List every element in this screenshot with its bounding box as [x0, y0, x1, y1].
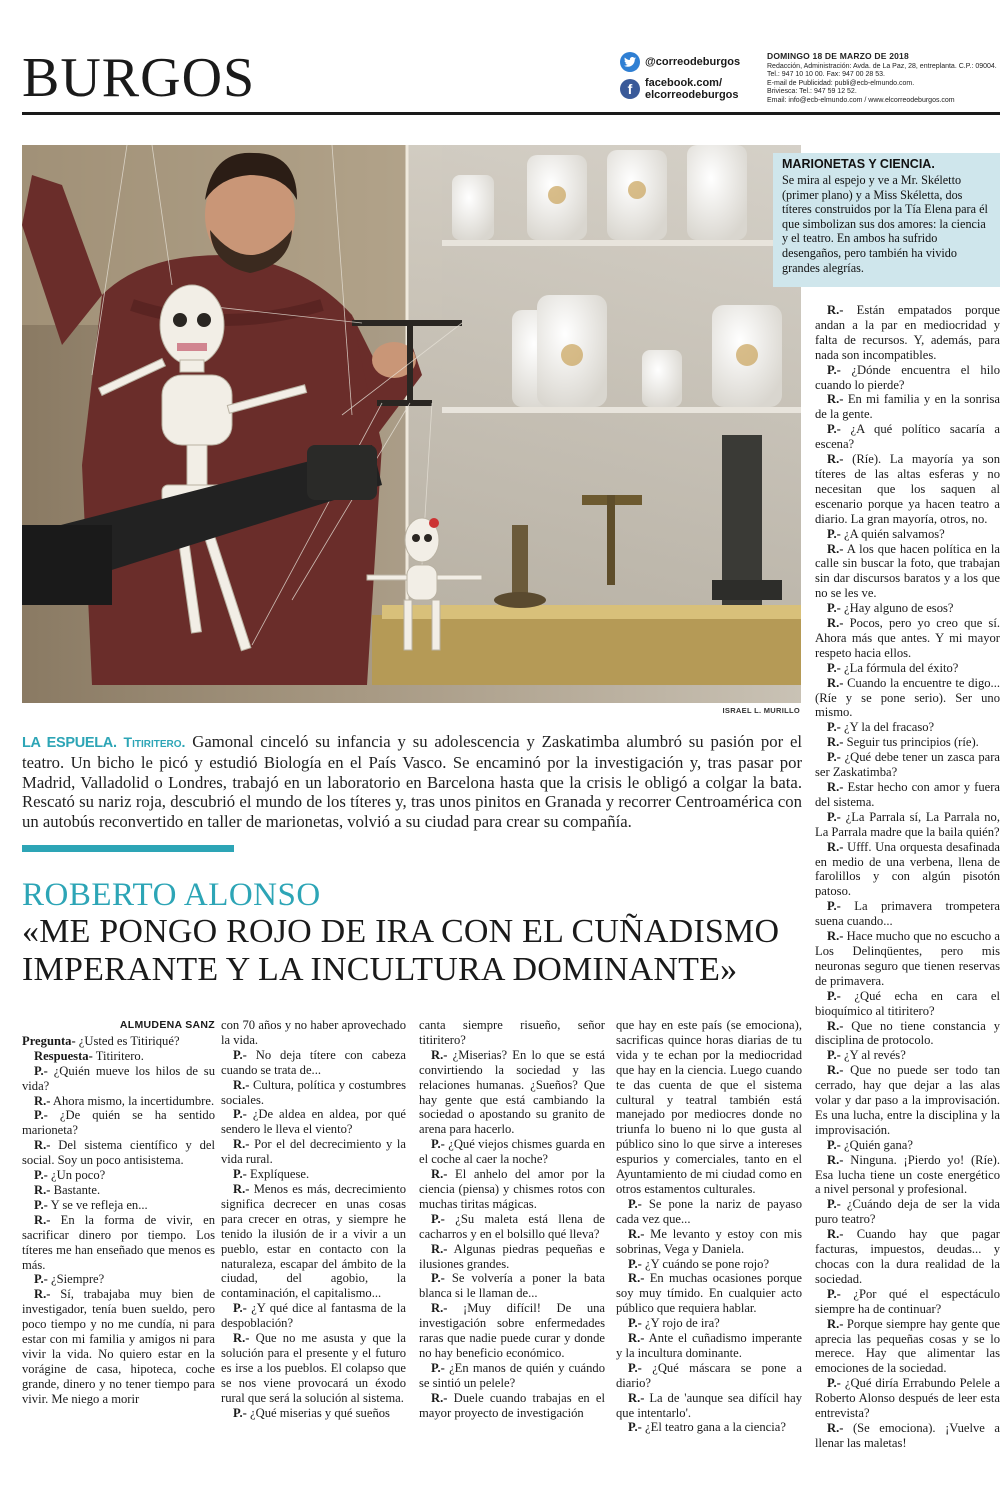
qa-label: R.- — [431, 1167, 448, 1182]
qa-label: R.- — [827, 929, 844, 944]
qa-label: R.- — [34, 1212, 51, 1227]
qa-label: R.- — [233, 1137, 250, 1152]
qa-paragraph — [419, 1361, 605, 1391]
qa-paragraph — [616, 1331, 802, 1361]
qa-text: ¡Muy difícil! De una investigación sobre enfermedades raras que nadie puede curar y donde no hay beneficio económico. — [419, 1301, 605, 1360]
twitter-handle: @correodeburgos — [645, 56, 741, 68]
contact-line: Redacción, Administración: Avda. de La Paz, 28, entreplanta. C.P.: 09004. — [767, 62, 997, 70]
qa-paragraph — [22, 1138, 215, 1168]
qa-label: P.- — [628, 1316, 642, 1331]
qa-text: Que no tiene constancia y disciplina de protocolo. — [815, 1018, 1000, 1048]
qa-label: R.- — [431, 1301, 448, 1316]
qa-text: En muchas ocasiones porque soy muy tímido. En cualquier acto público que requiera hablar. — [616, 1271, 802, 1316]
photo-credit: ISRAEL L. MURILLO — [722, 706, 800, 715]
qa-text: ¿De aldea en aldea, por qué sendero le lleva el viento? — [221, 1107, 406, 1137]
qa-label: R.- — [628, 1331, 645, 1346]
qa-paragraph — [815, 1153, 1000, 1198]
qa-label: P.- — [628, 1196, 642, 1211]
article-column-1 — [22, 1018, 215, 1407]
qa-paragraph — [419, 1137, 605, 1167]
qa-text: Por el del decrecimiento y la vida rural. — [221, 1137, 406, 1167]
qa-label: P.- — [233, 1405, 247, 1420]
qa-paragraph — [815, 780, 1000, 810]
qa-text: Del sistema científico y del social. Soy un poco antisistema. — [22, 1138, 215, 1168]
contact-line: Email: info@ecb-elmundo.com / www.elcorreodeburgos.com — [767, 96, 955, 104]
qa-text: Sí, trabajaba muy bien de investigador, tenía buen sueldo, pero poco tiempo y no me cundía, ni para estar con mi familia y amigos ni para vivir la vida. No quiero estar en la vorágine de casa, hipoteca, coche grande, dinero y no tener tiempo para vivir. Me niego a morir — [22, 1287, 215, 1406]
qa-paragraph — [815, 676, 1000, 721]
section-title: BURGOS — [22, 47, 256, 109]
caption-text: Se mira al espejo y ve a Mr. Skéletto (primer plano) y a Miss Skéletta, dos títeres construidos por la Tía Elena para él que simbolizan sus dos amores: la ciencia y el teatro. En ambos ha sufrido desengaños, pero también ha vivido grandes alegrías. — [782, 173, 988, 275]
qa-label: P.- — [827, 526, 841, 541]
qa-text: ¿Qué echa en cara el bioquímico al titiritero? — [815, 988, 1000, 1018]
qa-label: Pregunta- — [22, 1033, 76, 1048]
qa-label: P.- — [431, 1360, 445, 1375]
qa-text: Estar hecho con amor y fuera del sistema. — [815, 780, 1000, 809]
qa-text: Titiritero. — [92, 1048, 144, 1063]
intro-text: Gamonal cinceló su infancia y su adolescencia y Zaskatimba alumbró su pasión por el teatro. Un bicho le picó y estudió Biología en el País Vasco. Se encaminó por la investigación y, tras pasar por Madrid, Valladolid o Londres, trabajó en un laboratorio en Barcelona hasta que la crisis le obligó a colgar la bata. Rescató su nariz roja, descubrió el mundo de los títeres y, tras unos pinitos en Granada y recorrer Centroamérica con un autobús reconvertido en taller de marionetas, volvió a su ciudad para crear su compañía. — [22, 732, 803, 831]
qa-label: R.- — [233, 1181, 250, 1196]
twitter-icon — [620, 52, 640, 72]
qa-label: R.- — [431, 1241, 448, 1256]
qa-text: Algunas piedras pequeñas e ilusiones grandes. — [419, 1241, 605, 1271]
qa-paragraph — [419, 1212, 605, 1242]
qa-paragraph — [419, 1048, 605, 1137]
qa-label: P.- — [628, 1420, 642, 1435]
qa-label: R.- — [628, 1271, 645, 1286]
facebook-line-2: elcorreodeburgos — [645, 89, 739, 101]
qa-label: P.- — [827, 1286, 841, 1301]
qa-paragraph — [815, 422, 1000, 452]
qa-paragraph — [815, 1197, 1000, 1227]
qa-text: La de 'aunque sea difícil hay que intentarlo'. — [616, 1390, 802, 1420]
qa-paragraph — [815, 601, 1000, 616]
qa-label: P.- — [827, 899, 841, 914]
qa-text: Que no me asusta y que la solución para el presente y el futuro es irse a los pueblos. El colapso que se nos viene provocará un éxodo rural que será la solución al sistema. — [221, 1331, 406, 1405]
qa-paragraph — [815, 720, 1000, 735]
qa-paragraph — [616, 1420, 802, 1435]
qa-text: Que no puede ser todo tan cerrado, hay que dejar a las alas volar y dar paso a la improvisación. Es una lucha, entre la disciplina y la improvisación. — [815, 1063, 1000, 1137]
qa-text: Bastante. — [50, 1182, 101, 1197]
qa-label: R.- — [827, 1227, 844, 1242]
article-column-4 — [616, 1018, 802, 1435]
qa-paragraph — [419, 1391, 605, 1421]
qa-label: P.- — [431, 1137, 445, 1152]
qa-text: Se volvería a poner la bata blanca si le llaman de... — [419, 1271, 605, 1301]
qa-paragraph — [419, 1018, 605, 1048]
contact-line: Briviesca: Tel.: 947 59 12 52. — [767, 88, 857, 96]
qa-text: A los que hacen política en la calle sin buscar la foto, que trabajan sin dar discursos baratos y a los que no se les ve. — [815, 541, 1000, 601]
contact-block — [767, 52, 999, 106]
qa-paragraph — [221, 1107, 406, 1137]
qa-paragraph — [815, 1376, 1000, 1421]
qa-text: ¿Su maleta está llena de cacharros y en el bolsillo qué lleva? — [419, 1211, 605, 1241]
qa-paragraph — [815, 1421, 1000, 1451]
qa-paragraph — [221, 1048, 406, 1078]
twitter-link[interactable] — [620, 52, 760, 72]
qa-label: R.- — [827, 780, 844, 794]
qa-paragraph — [221, 1331, 406, 1406]
qa-paragraph — [221, 1167, 406, 1182]
qa-text: ¿Qué diría Errabundo Pelele a Roberto Alonso después de leer esta entrevista? — [815, 1376, 1000, 1421]
qa-paragraph — [616, 1227, 802, 1257]
qa-label: P.- — [827, 601, 841, 616]
qa-paragraph — [22, 1049, 215, 1064]
qa-text: En mi familia y en la sonrisa de la gente. — [815, 392, 1000, 422]
qa-text: ¿Quién gana? — [840, 1137, 913, 1152]
qa-label: R.- — [431, 1390, 448, 1405]
qa-paragraph — [815, 750, 1000, 780]
main-photo — [22, 145, 801, 703]
qa-paragraph — [22, 1213, 215, 1273]
qa-text: Cuando la encuentre te digo... (Ríe y se pone serio). Ser uno mismo. — [815, 675, 1000, 720]
qa-text: con 70 años y no haber aprovechado la vida. — [221, 1018, 406, 1047]
qa-text: Me levanto y estoy con mis sobrinas, Vega y Daniela. — [616, 1226, 802, 1256]
qa-text: ¿Quién mueve los hilos de su vida? — [22, 1063, 215, 1093]
qa-text: ¿Siempre? — [47, 1272, 105, 1287]
qa-label: R.- — [34, 1138, 51, 1153]
qa-label: P.- — [628, 1360, 642, 1375]
qa-label: R.- — [431, 1047, 448, 1062]
caption-title: MARIONETAS Y CIENCIA. — [782, 157, 935, 171]
qa-paragraph — [419, 1167, 605, 1212]
qa-paragraph — [22, 1108, 215, 1138]
qa-label: P.- — [827, 720, 841, 735]
intro-kicker: LA ESPUELA. — [22, 735, 117, 751]
qa-paragraph — [616, 1271, 802, 1316]
qa-paragraph — [419, 1301, 605, 1361]
qa-label: P.- — [827, 1137, 841, 1152]
qa-text: Ante el cuñadismo imperante y la incultura dominante. — [616, 1331, 802, 1360]
puppeteer-photo-illustration — [22, 145, 801, 703]
qa-text: Hace mucho que no escucho a Los Delinqüentes, pero mis neuronas seguro que tienen reservas de primavera. — [815, 929, 1000, 988]
qa-label: P.- — [827, 1048, 841, 1063]
qa-text: ¿Y cuándo se pone rojo? — [641, 1256, 770, 1271]
qa-text: Ufff. Una orquesta desafinada en medio de una verbena, llena de farolillos y con algún pisotón patoso. — [815, 839, 1000, 899]
contact-line: E-mail de Publicidad: publi@ecb-elmundo.com. — [767, 79, 915, 87]
qa-text: ¿Dónde encuentra el hilo cuando lo pierde? — [815, 362, 1000, 392]
qa-paragraph — [815, 840, 1000, 900]
qa-paragraph — [815, 929, 1000, 989]
qa-paragraph — [22, 1094, 215, 1109]
qa-label: R.- — [827, 392, 844, 407]
qa-label: R.- — [628, 1226, 645, 1241]
qa-label: P.- — [431, 1211, 445, 1226]
qa-paragraph — [815, 363, 1000, 393]
qa-text: Cultura, política y costumbres sociales. — [221, 1077, 406, 1107]
qa-paragraph — [815, 392, 1000, 422]
qa-label: R.- — [827, 1420, 844, 1435]
qa-paragraph — [616, 1018, 802, 1197]
qa-text: ¿En manos de quién y cuándo se sintió un pelele? — [419, 1360, 605, 1390]
qa-paragraph — [815, 527, 1000, 542]
qa-label: P.- — [233, 1167, 247, 1182]
qa-text: ¿La Parrala sí, La Parrala no, La Parrala madre que la baila quién? — [815, 809, 1000, 839]
qa-label: P.- — [34, 1108, 48, 1123]
qa-paragraph — [815, 1063, 1000, 1138]
qa-label: R.- — [827, 1018, 844, 1033]
qa-label: P.- — [34, 1168, 48, 1183]
qa-text: canta siempre risueño, señor titiritero? — [419, 1018, 605, 1047]
qa-label: R.- — [827, 1316, 844, 1331]
qa-text: (Se emociona). ¡Vuelve a llenar las maletas! — [815, 1420, 1000, 1450]
qa-label: P.- — [431, 1271, 445, 1286]
qa-text: ¿A qué político sacaría a escena? — [815, 422, 1000, 452]
qa-text: ¿Y al revés? — [840, 1048, 906, 1063]
qa-paragraph — [616, 1257, 802, 1272]
qa-text: ¿La fórmula del éxito? — [840, 660, 959, 675]
facebook-link[interactable] — [620, 77, 760, 101]
qa-text: ¿A quién salvamos? — [840, 526, 945, 541]
qa-text: Están empatados porque andan a la par en mediocridad y falta de recursos. Y, además, para nada son incompatibles. — [815, 303, 1000, 362]
qa-paragraph — [221, 1137, 406, 1167]
qa-text: que hay en este país (se emociona), sacrificas quince horas diarias de tu vida y te echan por la mediocridad que hay en la ciencia. Luego cuando te das cuenta de que el sistema cultural y teatral también está manejado por mediocres donde no triunfa lo bueno ni lo que gusta al público sino lo que sirve a intereses espurios y comerciales, tanto en el Ayuntamiento de mi ciudad como en otros estamentos culturales. — [616, 1018, 802, 1196]
qa-paragraph — [815, 1317, 1000, 1377]
qa-text: ¿Usted es Titiriqué? — [75, 1033, 180, 1048]
qa-paragraph — [221, 1182, 406, 1301]
qa-paragraph — [22, 1287, 215, 1406]
qa-text: El anhelo del amor por la ciencia (piensa) y chismes rotos con muchas tiritas mágicas. — [419, 1167, 605, 1211]
qa-label: P.- — [34, 1272, 48, 1287]
facebook-icon: f — [620, 79, 640, 99]
qa-paragraph — [221, 1301, 406, 1331]
contact-line: Tel.: 947 10 10 00. Fax: 947 00 28 53. — [767, 71, 885, 79]
qa-text: ¿Y la del fracaso? — [840, 720, 935, 735]
qa-text: Pocos, pero yo creo que sí. Ahora más que antes. Y mi mayor respeto hacia ellos. — [815, 616, 1000, 660]
qa-paragraph — [22, 1168, 215, 1183]
qa-label: R.- — [827, 1063, 844, 1078]
qa-label: R.- — [827, 541, 844, 556]
qa-label: R.- — [827, 1152, 844, 1167]
header-divider — [22, 112, 1000, 115]
qa-label: P.- — [628, 1256, 642, 1271]
social-links — [620, 52, 760, 106]
qa-paragraph — [815, 452, 1000, 527]
qa-text: ¿El teatro gana a la ciencia? — [641, 1420, 786, 1435]
qa-label: R.- — [827, 616, 844, 631]
qa-text: ¿Miserias? En lo que se está convirtiendo la sociedad y las relaciones humanas. ¿Sueños? Que hay gente que está cambiando la sociedad o apostando su granito de arena para hacerlo. — [419, 1047, 605, 1137]
qa-text: ¿Hay alguno de esos? — [840, 601, 954, 616]
qa-text: Ninguna. ¡Pierdo yo! (Ríe). Esa lucha tiene un coste energético a nivel personal y profesional. — [815, 1152, 1000, 1197]
qa-label: R.- — [34, 1182, 51, 1197]
interviewee-name: ROBERTO ALONSO — [22, 877, 321, 913]
qa-label: P.- — [827, 362, 841, 377]
qa-paragraph — [22, 1272, 215, 1287]
qa-label: P.- — [827, 1376, 841, 1391]
qa-label: R.- — [34, 1287, 51, 1302]
issue-date: DOMINGO 18 DE MARZO DE 2018 — [767, 51, 909, 61]
byline: ALMUDENA SANZ — [119, 1019, 215, 1031]
qa-text: No deja títere con cabeza cuando se trata de... — [221, 1047, 406, 1077]
qa-paragraph — [815, 1227, 1000, 1287]
qa-label: R.- — [827, 452, 844, 467]
qa-label: R.- — [233, 1077, 250, 1092]
qa-label: Respuesta- — [34, 1048, 93, 1063]
qa-paragraph — [815, 810, 1000, 840]
qa-text: ¿Qué máscara se pone a diario? — [616, 1360, 802, 1390]
qa-label: R.- — [827, 675, 844, 690]
qa-label: R.- — [827, 735, 844, 750]
qa-paragraph — [815, 1048, 1000, 1063]
qa-text: ¿Qué miserias y qué sueños — [246, 1405, 390, 1420]
qa-text: Se pone la nariz de payaso cada vez que... — [616, 1196, 802, 1226]
qa-paragraph — [22, 1198, 215, 1213]
qa-text: ¿Por qué el espectáculo siempre ha de continuar? — [815, 1286, 1000, 1316]
qa-paragraph — [221, 1018, 406, 1048]
qa-text: ¿Y rojo de ira? — [641, 1316, 720, 1331]
qa-label: P.- — [233, 1047, 247, 1062]
qa-label: R.- — [34, 1093, 51, 1108]
qa-text: Cuando hay que pagar facturas, impuestos, deudas... y chocas con la dura realidad de la sociedad. — [815, 1227, 1000, 1286]
qa-text: ¿Qué viejos chismes guarda en el coche al caer la noche? — [419, 1137, 605, 1167]
qa-paragraph — [815, 899, 1000, 929]
qa-label: P.- — [827, 809, 841, 824]
qa-text: Duele cuando trabajas en el mayor proyecto de investigación — [419, 1390, 605, 1420]
article-headline: «ME PONGO ROJO DE IRA CON EL CUÑADISMO IMPERANTE Y LA INCULTURA DOMINANTE» — [22, 913, 780, 988]
qa-label: R.- — [827, 839, 844, 854]
article-column-3 — [419, 1018, 605, 1420]
intro-kicker-sub: Titiritero. — [123, 734, 186, 750]
qa-label: P.- — [827, 422, 841, 437]
qa-text: Seguir tus principios (ríe). — [843, 735, 979, 750]
qa-paragraph — [22, 1034, 215, 1049]
qa-paragraph — [815, 616, 1000, 661]
qa-paragraph — [616, 1316, 802, 1331]
intro-paragraph — [22, 732, 802, 831]
accent-rule — [22, 845, 234, 852]
qa-text: ¿Un poco? — [47, 1168, 106, 1183]
qa-text: En la forma de vivir, en sacrificar dinero por tiempo. Los títeres me han enseñado que menos es más. — [22, 1212, 215, 1272]
facebook-line-1: facebook.com/ — [645, 77, 723, 89]
qa-paragraph — [22, 1183, 215, 1198]
qa-label: P.- — [827, 660, 841, 675]
qa-text: Explíquese. — [246, 1167, 310, 1182]
qa-text: ¿Cuándo deja de ser la vida puro teatro? — [815, 1197, 1000, 1227]
qa-paragraph — [815, 1138, 1000, 1153]
qa-text: Menos es más, decrecimiento significa decrecer en unas cosas para crecer en otras, y siempre he tenido la ilusión de ir a vivir a un pueblo, estar en contacto con la naturaleza, escapar del ámbito de la ciudad, del agobio, la contaminación, el capitalismo... — [221, 1181, 406, 1301]
qa-paragraph — [815, 661, 1000, 676]
qa-label: P.- — [827, 750, 841, 765]
qa-paragraph — [815, 1019, 1000, 1049]
qa-paragraph — [815, 735, 1000, 750]
qa-text: ¿Y qué dice al fantasma de la despoblación? — [221, 1301, 406, 1331]
qa-text: Porque siempre hay gente que aprecia las pequeñas cosas y se lo merece. Hay que alimentar las emociones de la sociedad. — [815, 1316, 1000, 1376]
article-column-2 — [221, 1018, 406, 1420]
qa-paragraph — [419, 1242, 605, 1272]
qa-paragraph — [221, 1406, 406, 1421]
qa-text: ¿Qué debe tener un zasca para ser Zaskatimba? — [815, 750, 1000, 780]
qa-label: P.- — [233, 1107, 247, 1122]
qa-paragraph — [815, 989, 1000, 1019]
photo-caption — [773, 153, 1000, 287]
qa-text: (Ríe). La mayoría ya son títeres de las altas esferas y no necesitan que los saquen al escenario porque ya hacen teatro a diario. La gran mayoría, otros, no. — [815, 452, 1000, 526]
qa-label: R.- — [233, 1331, 250, 1346]
qa-paragraph — [22, 1064, 215, 1094]
qa-label: R.- — [628, 1390, 645, 1405]
qa-text: La primavera trompetera suena cuando... — [815, 899, 1000, 929]
qa-text: Ahora mismo, la incertidumbre. — [50, 1093, 215, 1108]
article-column-5 — [815, 303, 1000, 1451]
qa-label: P.- — [34, 1063, 48, 1078]
qa-label: P.- — [827, 988, 841, 1003]
qa-label: P.- — [34, 1197, 48, 1212]
qa-label: P.- — [233, 1301, 247, 1316]
qa-paragraph — [419, 1271, 605, 1301]
qa-text: ¿De quién se ha sentido marioneta? — [22, 1108, 215, 1138]
qa-paragraph — [616, 1361, 802, 1391]
qa-paragraph — [616, 1391, 802, 1421]
qa-paragraph — [221, 1078, 406, 1108]
qa-label: P.- — [827, 1197, 841, 1212]
qa-paragraph — [815, 1287, 1000, 1317]
qa-paragraph — [815, 303, 1000, 363]
qa-paragraph — [815, 542, 1000, 602]
qa-text: Y se ve refleja en... — [47, 1197, 148, 1212]
qa-label: R.- — [827, 303, 844, 317]
qa-paragraph — [616, 1197, 802, 1227]
